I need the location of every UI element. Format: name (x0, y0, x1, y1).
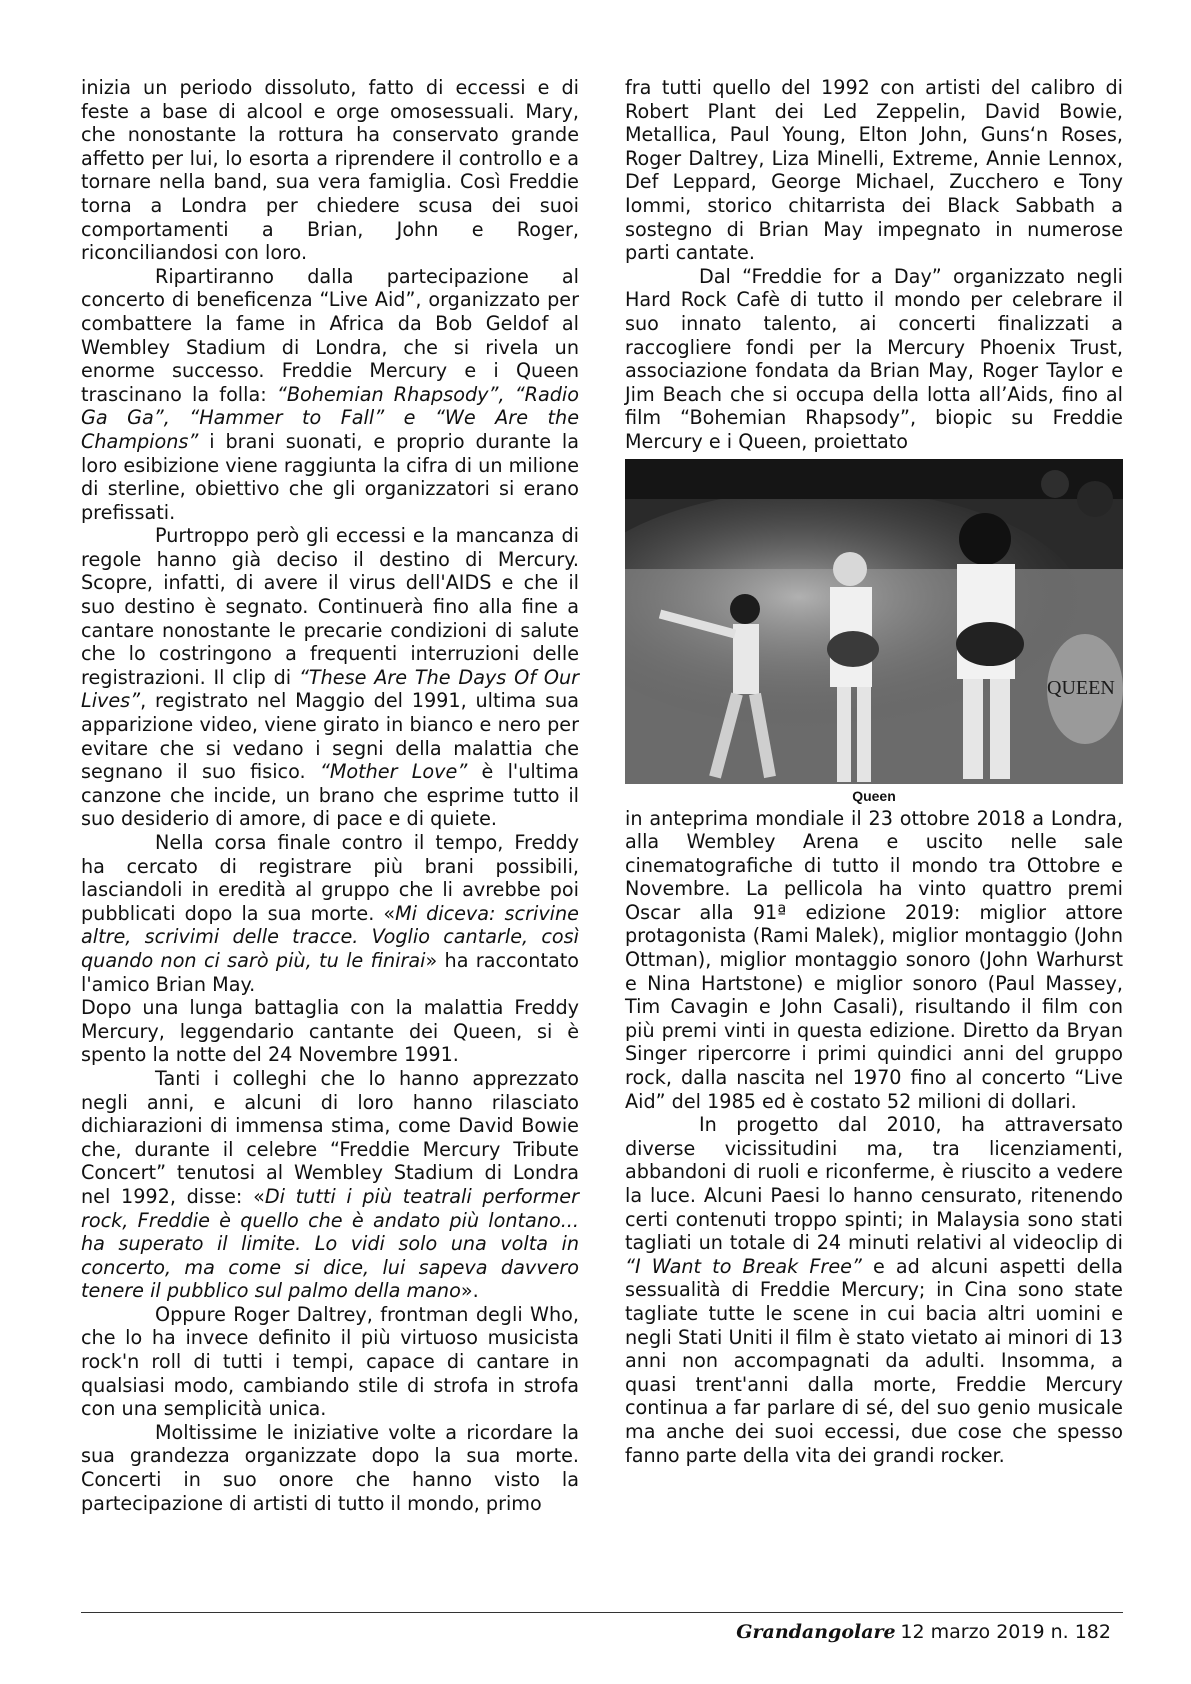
paragraph: Tanti i colleghi che lo hanno apprezzato negli anni, e alcuni di loro hanno rilasciato dichiarazioni di immensa stima, come David Bowie che, durante il celebre “Freddie Mercury Tribute Concert” tenutosi al Wembley Stadium di Londra nel 1992, disse: «Di tutti i più teatrali performer rock, Freddie è quello che è andato più lontano... ha superato il limite. Lo vidi solo una volta in concerto, ma come si dice, lui sapeva davvero tenere il pubblico sul palmo della mano». (81, 1066, 579, 1303)
page-footer (736, 1621, 1111, 1644)
song-title: “Mother Love” (319, 760, 468, 784)
quote: Mi diceva: scrivine altre, scrivimi delle tracce. Voglio cantarle, così quando non ci sarò più, tu le finirai (81, 901, 579, 972)
paragraph: Nella corsa finale contro il tempo, Freddy ha cercato di registrare più brani possibili, lasciandoli in eredità al gruppo che li avrebbe poi pubblicati dopo la sua morte. «Mi diceva: scrivine altre, scrivimi delle tracce. Voglio cantarle, così quando non ci sarò più, tu le finirai» ha raccontato l'amico Brian May. (81, 831, 579, 996)
paragraph: fra tutti quello del 1992 con artisti del calibro di Robert Plant dei Led Zeppelin, David Bowie, Metallica, Paul Young, Elton John, Guns‘n Roses, Roger Daltrey, Liza Minelli, Extreme, Annie Lennox, Def Leppard, George Michael, Zucchero e Tony Iommi, storico chitarrista dei Black Sabbath a sostegno di Brian May impegnato in numerose parti cantate. (625, 76, 1123, 265)
photo-caption: Queen (852, 787, 896, 804)
drum-logo-text: QUEEN (1047, 676, 1115, 699)
paragraph: Moltissime le iniziative volte a ricordare la sua grandezza organizzate dopo la sua morte. Concerti in suo onore che hanno visto la partecipazione di artisti di tutto il mondo, primo (81, 1420, 579, 1515)
right-column (625, 76, 1123, 1467)
paragraph: Dopo una lunga battaglia con la malattia Freddy Mercury, leggendario cantante dei Queen, si è spento la notte del 24 Novembre 1991. (81, 996, 579, 1067)
quote: Di tutti i più teatrali performer rock, Freddie è quello che è andato più lontano... ha superato il limite. Lo vidi solo una volta in concerto, ma come si dice, lui sapeva davvero tenere il pubblico sul palmo della mano (81, 1184, 579, 1303)
song-title: “I Want to Break Free” (625, 1254, 862, 1278)
queen-concert-photo (625, 459, 1123, 784)
paragraph: Oppure Roger Daltrey, frontman degli Who, che lo ha invece definito il più virtuoso musicista rock'n roll di tutti i tempi, capace di cantare in qualsiasi modo, cambiando stile di strofa in strofa con una semplicità unica. (81, 1302, 579, 1421)
paragraph: Dal “Freddie for a Day” organizzato negli Hard Rock Cafè di tutto il mondo per celebrare il suo innato talento, ai concerti finalizzati a raccogliere fondi per la Mercury Phoenix Trust, associazione fondata da Brian May, Roger Taylor e Jim Beach che si occupa della lotta all’Aids, fino al film “Bohemian Rhapsody”, biopic su Freddie Mercury e i Queen, proiettato (625, 264, 1123, 453)
song-titles: “Bohemian Rhapsody”, “Radio Ga Ga”, “Hammer to Fall” e “We Are the Champions” (81, 382, 579, 453)
issue-info: 12 marzo 2019 n. 182 (900, 1621, 1111, 1643)
paragraph: inizia un periodo dissoluto, fatto di eccessi e di feste a base di alcool e orge omosessuali. Mary, che nonostante la rottura ha conservato grande affetto per lui, lo esorta a riprendere il controllo e a tornare nella band, sua vera famiglia. Così Freddie torna a Londra per chiedere scusa dei suoi comportamenti a Brian, John e Roger, riconciliandosi con loro. (81, 76, 579, 265)
song-title: “These Are The Days Of Our Lives” (81, 665, 580, 713)
left-column (81, 76, 579, 1515)
photo-illustration (625, 459, 1123, 784)
paragraph: in anteprima mondiale il 23 ottobre 2018 a Londra, alla Wembley Arena e uscito nelle sale cinematografiche di tutto il mondo tra Ottobre e Novembre. La pellicola ha vinto quattro premi Oscar alla 91ª edizione 2019: miglior attore protagonista (Rami Malek), miglior montaggio (John Ottman), miglior montaggio sonoro (John Warhurst e Nina Hartstone) e miglior sonoro (Paul Massey, Tim Cavagin e John Casali), risultando il film con più premi vinti in questa edizione. Diretto da Bryan Singer ripercorre i primi quindici anni del gruppo rock, dalla nascita nel 1970 fino al concerto “Live Aid” del 1985 ed è costato 52 milioni di dollari. (625, 806, 1123, 1113)
footer-rule (81, 1612, 1123, 1613)
paragraph: Purtroppo però gli eccessi e la mancanza di regole hanno già deciso il destino di Mercury. Scopre, infatti, di avere il virus dell'AIDS e che il suo destino è segnato. Continuerà fino alla fine a cantare nonostante le precarie condizioni di salute che lo costringono a frequenti interruzioni delle registrazioni. Il clip di “These Are The Days Of Our Lives”, registrato nel Maggio del 1991, ultima sua apparizione video, viene girato in bianco e nero per evitare che si vedano i segni della malattia che segnano il suo fisico. “Mother Love” è l'ultima canzone che incide, un brano che esprime tutto il suo desiderio di amore, di pace e di quiete. (81, 524, 580, 831)
paragraph: In progetto dal 2010, ha attraversato diverse vicissitudini ma, tra licenziamenti, abbandoni di ruoli e riconferme, è riuscito a vedere la luce. Alcuni Paesi lo hanno censurato, ritenendo certi contenuti troppo spinti; in Malaysia sono stati tagliati un totale di 24 minuti relativi al videoclip di “I Want to Break Free” e ad alcuni aspetti della sessualità di Freddie Mercury; in Cina sono state tagliate tutte le scene in cui bacia altri uomini e negli Stati Uniti il film è stato vietato ai minori di 13 anni non accompagnati da adulti. Insomma, a quasi trent'anni dalla morte, Freddie Mercury continua a far parlare di sé, del suo genio musicale ma anche dei suoi eccessi, due cose che spesso fanno parte della vita dei grandi rocker. (625, 1113, 1123, 1467)
magazine-name: Grandangolare (736, 1621, 896, 1643)
paragraph: Ripartiranno dalla partecipazione al concerto di beneficenza “Live Aid”, organizzato per combattere la fame in Africa da Bob Geldof al Wembley Stadium di Londra, che si rivela un enorme successo. Freddie Mercury e i Queen trascinano la folla: “Bohemian Rhapsody”, “Radio Ga Ga”, “Hammer to Fall” e “We Are the Champions” i brani suonati, e proprio durante la loro esibizione viene raggiunta la cifra di un milione di sterline, obiettivo che gli organizzatori si erano prefissati. (81, 264, 579, 524)
